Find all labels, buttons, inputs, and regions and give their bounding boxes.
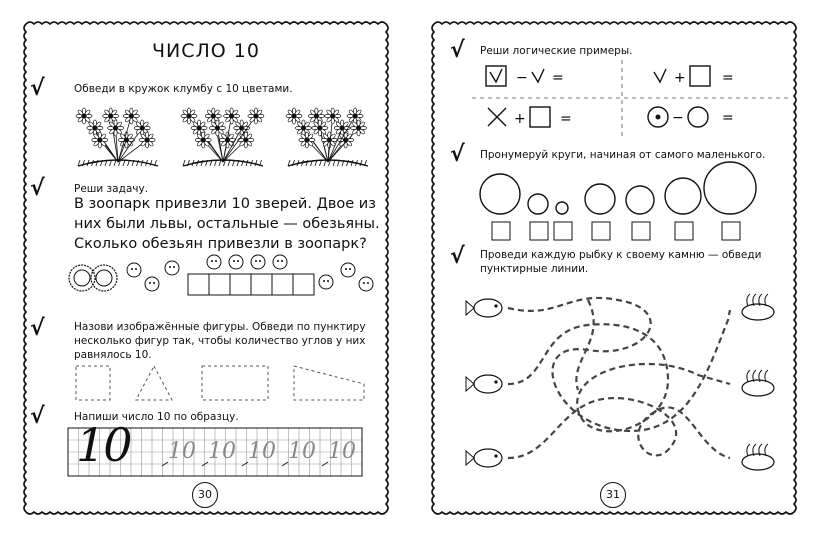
- answer-box: [272, 274, 293, 295]
- equals-sign: =: [722, 70, 734, 86]
- task-shapes-instruction: Назови изображённые фигуры. Обведи по пунктиру несколько фигур так, чтобы количество углов у них равнялось 10.: [74, 321, 366, 361]
- monkey-icon: [145, 277, 159, 291]
- rock-icon: [742, 304, 774, 320]
- fish-maze[interactable]: [468, 280, 788, 470]
- page-number: 30: [192, 482, 218, 508]
- task-circles-instruction: Пронумеруй круги, начиная от самого маленького.: [480, 149, 766, 161]
- rock-icon: [742, 454, 774, 470]
- sample-number: 10: [76, 418, 131, 472]
- equals-sign: =: [560, 111, 572, 127]
- cross-icon: [488, 108, 506, 126]
- dotted-square: [76, 366, 110, 400]
- number-box: [554, 222, 572, 240]
- check-icon: [490, 69, 502, 82]
- circles-to-number[interactable]: [472, 164, 792, 244]
- dotted-digits: 10: [208, 439, 236, 464]
- right-page: [428, 18, 800, 518]
- circle-icon: [688, 107, 708, 127]
- seaweed-icon: [747, 370, 750, 382]
- number-box: [632, 222, 650, 240]
- check-mark: √: [450, 244, 465, 269]
- circle-shape: [665, 178, 701, 214]
- dotted-digits: 10: [248, 439, 276, 464]
- check-mark: √: [30, 404, 45, 429]
- number-box: [530, 222, 548, 240]
- circle-shape: [704, 162, 756, 214]
- flowerbed: [76, 108, 158, 166]
- seaweed-icon: [765, 294, 768, 306]
- monkey-icon: [251, 255, 265, 269]
- equals-sign: =: [722, 110, 734, 126]
- minus-sign: −: [516, 70, 528, 86]
- answer-box: [209, 274, 230, 295]
- answer-box: [230, 274, 251, 295]
- page-title: ЧИСЛО 10: [152, 40, 260, 62]
- word-problem-text: В зоопарк привезли 10 зверей. Двое из них были львы, остальные — обезьяны. Сколько обезьян привезли в зоопарк?: [74, 196, 380, 252]
- page-number: 31: [600, 482, 626, 508]
- dotted-paths: [508, 298, 730, 458]
- square-icon: [690, 66, 710, 86]
- answer-box: [251, 274, 272, 295]
- monkey-icon: [229, 255, 243, 269]
- monkey-icon: [341, 263, 355, 277]
- minus-sign: −: [672, 110, 684, 126]
- circle-shape: [556, 202, 568, 214]
- seaweed-icon: [747, 294, 750, 306]
- left-page: [20, 18, 392, 518]
- circle-shape: [626, 186, 654, 214]
- monkey-icon: [319, 275, 333, 289]
- task-logic-instruction: Реши логические примеры.: [480, 45, 633, 57]
- plus-sign: +: [514, 111, 526, 127]
- task-fish-instruction: Проведи каждую рыбку к своему камню — обведи пунктирные линии.: [480, 249, 762, 275]
- number-box: [592, 222, 610, 240]
- seaweed-icon: [747, 444, 750, 456]
- number-box: [722, 222, 740, 240]
- monkey-icon: [359, 277, 373, 291]
- dotted-trapezoid: [294, 366, 364, 400]
- number-box: [492, 222, 510, 240]
- circle-shape: [528, 194, 548, 214]
- dotted-digits: 10: [168, 439, 196, 464]
- check-mark: √: [30, 76, 45, 101]
- monkey-icon: [207, 255, 221, 269]
- monkey-icon: [127, 263, 141, 277]
- answer-box: [293, 274, 314, 295]
- dotted-digits: 10: [288, 439, 316, 464]
- square-icon: [530, 107, 550, 127]
- animals-illustration: [68, 254, 368, 304]
- check-mark: √: [450, 142, 465, 167]
- dotted-digits: 10: [328, 439, 356, 464]
- task-writing-instruction: Напиши число 10 по образцу.: [74, 411, 239, 423]
- circle-shape: [480, 174, 520, 214]
- flowerbed: [181, 108, 264, 166]
- circle-shape: [585, 184, 615, 214]
- fish-icon: [474, 449, 502, 467]
- plus-sign: +: [674, 70, 686, 86]
- fish-icon: [474, 299, 502, 317]
- dotted-rectangle: [202, 366, 268, 400]
- flowerbed-illustration[interactable]: [68, 104, 368, 174]
- answer-box: [188, 274, 209, 295]
- dotted-shapes[interactable]: [74, 364, 374, 404]
- check-mark: √: [30, 176, 45, 201]
- monkey-icon: [273, 255, 287, 269]
- seaweed-icon: [765, 444, 768, 456]
- check-icon: [654, 69, 666, 82]
- task-problem-label: Реши задачу.: [74, 183, 149, 195]
- flowerbed: [286, 108, 368, 166]
- seaweed-icon: [765, 370, 768, 382]
- task-flowerbed-instruction: Обведи в кружок клумбу с 10 цветами.: [74, 83, 293, 95]
- rock-icon: [742, 380, 774, 396]
- dotted-triangle: [136, 366, 172, 400]
- check-icon: [532, 69, 544, 82]
- equals-sign: =: [552, 70, 564, 86]
- check-mark: √: [30, 316, 45, 341]
- check-mark: √: [450, 38, 465, 63]
- number-box: [675, 222, 693, 240]
- fish-icon: [474, 375, 502, 393]
- logic-examples[interactable]: [472, 60, 792, 140]
- monkey-icon: [165, 261, 179, 275]
